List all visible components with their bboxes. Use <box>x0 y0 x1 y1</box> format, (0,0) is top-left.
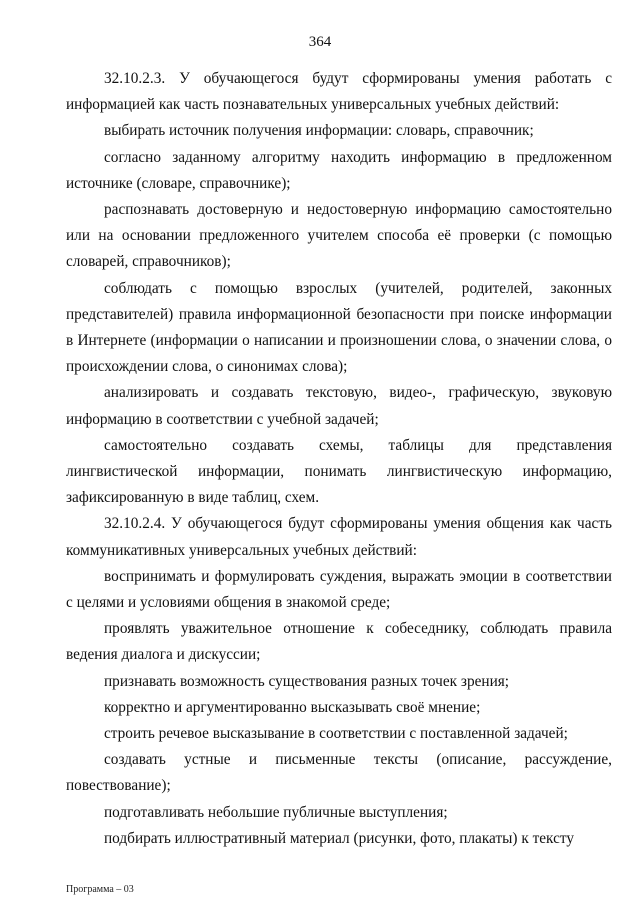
list-item: подготавливать небольшие публичные выступления; <box>104 803 448 821</box>
list-item: самостоятельно создавать схемы, таблицы для представления лингвистической информации, понимать лингвистическую информацию, зафиксированную в виде таблиц, схем. <box>66 436 612 507</box>
list-item: строить речевое высказывание в соответствии с поставленной задачей; <box>104 725 568 743</box>
list-item: согласно заданному алгоритму находить информацию в предложенном источнике (словаре, справочнике); <box>66 148 612 192</box>
list-item: подбирать иллюстративный материал (рисунки, фото, плакаты) к тексту <box>104 829 575 847</box>
list-item: проявлять уважительное отношение к собеседнику, соблюдать правила ведения диалога и дискуссии; <box>66 620 612 664</box>
page-number: 364 <box>308 34 332 50</box>
list-item: воспринимать и формулировать суждения, выражать эмоции в соответствии с целями и условиями общения в знакомой среде; <box>66 567 612 612</box>
document-body <box>66 66 612 852</box>
list-item: выбирать источник получения информации: словарь, справочник; <box>104 122 534 140</box>
list-item: соблюдать с помощью взрослых (учителей, родителей, законных представителей) правила информационной безопасности при поиске информации в Интернете (информации о написании и произношении слова, о значении слова, о происхождении слова, о синонимах слова); <box>66 279 612 376</box>
section-heading-32-10-2-4: 32.10.2.4. У обучающегося будут сформированы умения общения как часть коммуникативных универсальных учебных действий: <box>66 515 612 559</box>
page-footer: Программа – 03 <box>66 884 134 895</box>
list-item: создавать устные и письменные тексты (описание, рассуждение, повествование); <box>66 751 612 795</box>
list-item: корректно и аргументированно высказывать своё мнение; <box>104 698 481 716</box>
list-item: признавать возможность существования разных точек зрения; <box>104 672 510 690</box>
list-item: анализировать и создавать текстовую, видео-, графическую, звуковую информацию в соответствии с учебной задачей; <box>66 384 612 428</box>
list-item: распознавать достоверную и недостоверную информацию самостоятельно или на основании предложенного учителем способа её проверки (с помощью словарей, справочников); <box>66 201 612 271</box>
section-heading-32-10-2-3: 32.10.2.3. У обучающегося будут сформированы умения работать с информацией как часть познавательных универсальных учебных действий: <box>66 70 612 114</box>
